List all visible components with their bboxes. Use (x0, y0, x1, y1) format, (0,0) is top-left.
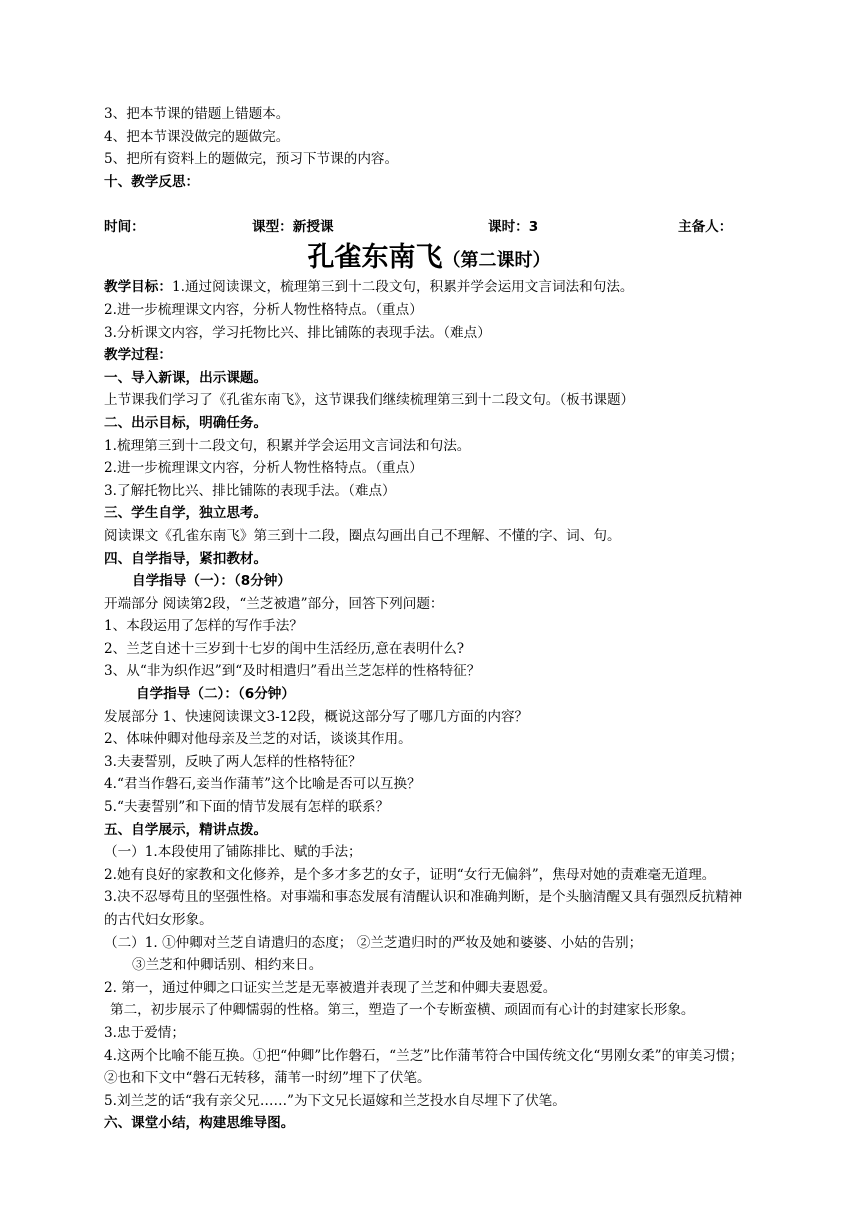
list-item: 3、把本节课的错题上错题本。 (104, 106, 290, 122)
document-content (104, 103, 754, 1135)
list-item: 4、把本节课没做完的题做完。 (104, 128, 290, 145)
list-item: 3.了解托物比兴、排比铺陈的表现手法。（难点） (104, 482, 396, 499)
section-heading: 三、学生自学，独立思考。 (104, 505, 268, 522)
lesson-meta-row (104, 216, 754, 238)
section-heading: 五、自学展示，精讲点拨。 (104, 821, 268, 838)
list-item: 4.“君当作磐石,妾当作蒲苇”这个比喻是否可以互换？ (104, 776, 421, 793)
sub-heading: 自学指导（二）：（6分钟） (136, 686, 295, 703)
list-item: 1、本段运用了怎样的写作手法？ (104, 618, 303, 635)
answer-item: 第二，初步展示了仲卿懦弱的性格。第三，塑造了一个专断蛮横、顽固而有心计的封建家长形象。 (110, 1002, 695, 1019)
list-item: 5、把所有资料上的题做完，预习下节课的内容。 (104, 151, 399, 168)
title-main: 孔雀东南飞 (307, 242, 443, 274)
list-item: 2.进一步梳理课文内容，分析人物性格特点。（重点） (104, 460, 423, 477)
answer-item: 3.忠于爱情； (104, 1024, 185, 1041)
sub-heading: 自学指导（一）：（8分钟） (132, 573, 291, 590)
objective-1 (104, 276, 754, 299)
section-heading: 二、出示目标，明确任务。 (104, 414, 268, 431)
page-title (104, 240, 754, 276)
section-heading: 四、自学指导，紧扣教材。 (104, 550, 268, 567)
answer-item: 2. 第一，通过仲卿之口证实兰芝是无辜被遣并表现了兰芝和仲卿夫妻恩爱。 (104, 979, 557, 996)
list-item: 5.“夫妻誓别”和下面的情节发展有怎样的联系？ (104, 799, 390, 816)
answer-item: ③兰芝和仲卿话别、相约来日。 (132, 957, 323, 974)
section-heading: 六、课堂小结，构建思维导图。 (104, 1115, 295, 1132)
paragraph: 上节课我们学习了《孔雀东南飞》，这节课我们继续梳理第三到十二段文句。（板书课题） (104, 392, 635, 409)
meta-time: 时间： (104, 219, 145, 236)
answer-item: 2.她有良好的家教和文化修养，是个多才多艺的女子，证明“女行无偏斜”，焦母对她的责难毫无道理。 (104, 866, 716, 883)
objective-2: 2.进一步梳理课文内容，分析人物性格特点。（重点） (104, 301, 423, 318)
answer-item: 3.决不忍辱苟且的坚强性格。对事端和事态发展有清醒认识和准确判断，是个头脑清醒又具有强烈反抗精神的古代妇女形象。 (104, 889, 743, 928)
objectives-label: 教学目标： (104, 279, 172, 296)
list-item: 3、从“非为织作迟”到“及时相遣归”看出兰芝怎样的性格特征？ (104, 663, 481, 680)
answer-item: （二）1. ①仲卿对兰芝自请遣归的态度； ②兰芝遣归时的严妆及她和婆婆、小姑的告别； (104, 934, 643, 951)
meta-periods: 课时：3 (488, 219, 539, 236)
objective-3: 3.分析课文内容，学习托物比兴、排比铺陈的表现手法。（难点） (104, 324, 491, 341)
meta-type: 课型：新授课 (252, 219, 334, 236)
title-sub: （第二课时） (442, 250, 551, 272)
process-heading: 教学过程： (104, 347, 172, 364)
paragraph: 阅读课文《孔雀东南飞》第三到十二段，圈点勾画出自己不理解、不懂的字、词、句。 (104, 527, 621, 544)
objective-text: 1.通过阅读课文，梳理第三到十二段文句，积累并学会运用文言词法和句法。 (171, 279, 634, 296)
section-heading: 一、导入新课，出示课题。 (104, 369, 268, 386)
meta-preparer: 主备人： (678, 219, 733, 236)
list-item: 2、体味仲卿对他母亲及兰芝的对话，谈谈其作用。 (104, 731, 412, 748)
list-item: 2、兰芝自述十三岁到十七岁的闺中生活经历,意在表明什么? (104, 640, 465, 657)
reflection-heading: 十、教学反思： (104, 173, 200, 190)
answer-item: 4.这两个比喻不能互换。①把“仲卿”比作磐石，“兰芝”比作蒲苇符合中国传统文化“男刚女柔”的审美习惯；②也和下文中“磐石无转移，蒲苇一时纫”埋下了伏笔。 (104, 1047, 744, 1087)
spacer (104, 193, 754, 216)
paragraph: 开端部分 阅读第2段，“兰芝被遣”部分，回答下列问题： (104, 595, 444, 612)
list-item: 3.夫妻誓别，反映了两人怎样的性格特征？ (104, 753, 362, 770)
answer-item: （一）1.本段使用了铺陈排比、赋的手法； (104, 844, 362, 861)
list-item: 1.梳理第三到十二段文句，积累并学会运用文言词法和句法。 (104, 437, 471, 454)
list-item: 发展部分 1、快速阅读课文3-12段，概说这部分写了哪几方面的内容？ (104, 708, 529, 725)
answer-item: 5.刘兰芝的话“我有亲父兄……”为下文兄长逼嫁和兰芝投水自尽埋下了伏笔。 (104, 1092, 566, 1109)
